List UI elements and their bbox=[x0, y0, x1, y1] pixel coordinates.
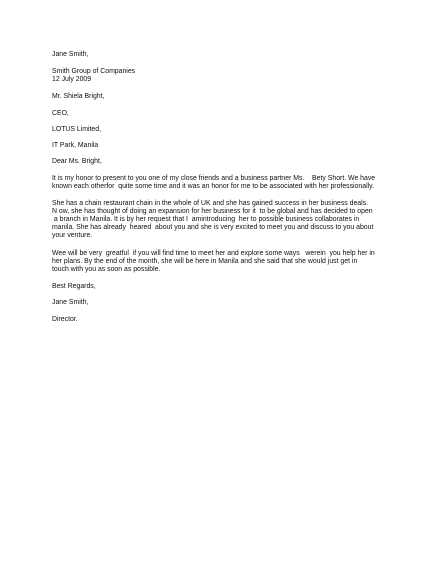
paragraph-2-line: manila. She has already heared about you and she is very excited to meet you and discuss to you about bbox=[52, 224, 374, 231]
sender-name: Jane Smith, bbox=[52, 51, 89, 58]
paragraph-2-line: N ow, she has thought of doing an expansion for her business for it to be global and has decided to open bbox=[52, 208, 373, 215]
sender-company: Smith Group of Companies bbox=[52, 68, 136, 75]
paragraph-2-line: She has a chain restaurant chain in the whole of UK and she has gained success in her business deals. bbox=[52, 200, 369, 207]
closing: Best Regards, bbox=[52, 283, 96, 290]
paragraph-3-line: Wee will be very greatful if you will find time to meet her and explore some ways werein you help her in bbox=[52, 250, 375, 257]
recipient-company: LOTUS Limited, bbox=[52, 126, 102, 133]
paragraph-2-line: a branch in Manila. It is by her request that I amintroducing her to possible business collaborates in bbox=[52, 216, 360, 223]
paragraph-1-line: It is my honor to present to you one of my close friends and a business partner Ms. Bety Short. We have bbox=[52, 175, 376, 182]
recipient-name: Mr. Shiela Bright, bbox=[52, 93, 105, 100]
paragraph-2-line: your venture. bbox=[52, 232, 93, 239]
signature-title: Director. bbox=[52, 316, 78, 323]
paragraph-1-line: known each otherfor quite some time and it was an honor for me to be associated with her professionally. bbox=[52, 183, 374, 190]
paragraph-3-line: touch with you as soon as possible. bbox=[52, 266, 161, 273]
recipient-address: IT Park, Manila bbox=[52, 142, 99, 149]
salutation: Dear Ms. Bright, bbox=[52, 158, 102, 165]
letter-date: 12 July 2009 bbox=[52, 76, 92, 83]
recipient-title: CEO, bbox=[52, 110, 69, 117]
signature-name: Jane Smith, bbox=[52, 299, 89, 306]
paragraph-3-line: her plans. By the end of the month, she will be here in Manila and she said that she would just get in bbox=[52, 258, 358, 265]
